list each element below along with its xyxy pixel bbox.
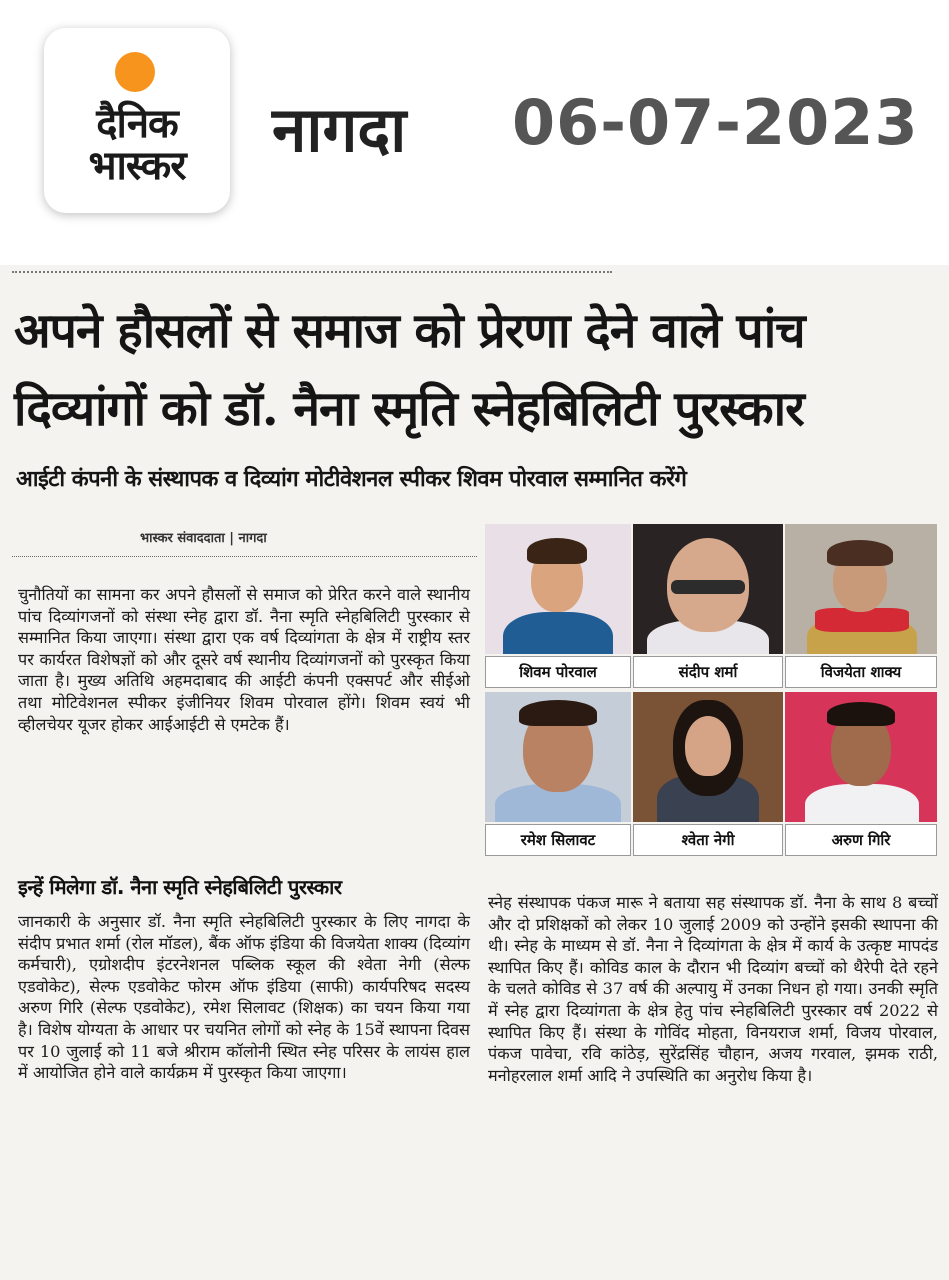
top-banner (0, 0, 949, 245)
logo-line-1: दैनिक (96, 101, 178, 147)
article-paragraph-1: चुनौतियों का सामना कर अपने हौसलों से समाज को प्रेरित करने वाले स्थानीय पांच दिव्यांगजनों को संस्था स्नेह द्वारा डॉ. नैना स्मृति स्नेहबिलिटी पुरस्कार से सम्मानित किया जाएगा। संस्था द्वारा एक वर्ष दिव्यांगता के क्षेत्र में राष्ट्रीय स्तर पर कार्यरत विशेषज्ञों को और दूसरे वर्ष स्थानीय दिव्यांगजनों को पुरस्कृत किया जाता है। मुख्य अतिथि अहमदाबाद की आईटी कंपनी एक्सपर्ट और सीईओ तथा मोटिवेशनल स्पीकर इंजीनियर शिवम पोरवाल होंगे। शिवम स्वयं भी व्हीलचेयर यूजर होकर आईआईटी से एमटेक हैं। (18, 585, 470, 734)
caption-shweta-negi: श्वेता नेगी (633, 824, 783, 856)
photo-shivam-porwal (485, 524, 631, 654)
photo-shweta-negi (633, 692, 783, 822)
photo-arun-giri (785, 692, 937, 822)
photo-hair (827, 540, 893, 566)
edition-date: 06-07-2023 (512, 86, 919, 159)
caption-arun-giri: अरुण गिरि (785, 824, 937, 856)
article-paragraph-3: स्नेह संस्थापक पंकज मारू ने बताया सह संस्थापक डॉ. नैना के साथ 8 बच्चों और दो प्रशिक्षकों को लेकर 10 जुलाई 2009 को उन्होंने इसकी स्थापना की थी। स्नेह के माध्यम से डॉ. नैना ने दिव्यांगता के क्षेत्र में कार्य के उत्कृष्ट मापदंड स्थापित किए हैं। कोविड काल के दौरान भी दिव्यांग बच्चों को थैरेपी देते रहने के चलते कोविड से 37 वर्ष की अल्पायु में उनका निधन हो गया। उनकी स्मृति में स्नेह द्वारा दिव्यांगता के क्षेत्र हेतु पांच स्नेहबिलिटी पुरस्कार वर्ष 2022 से स्थापित किए हैं। संस्था के गोविंद मोहता, विनयराज शर्मा, विजय पोरवाल, पंकज पावेचा, रवि कांठेड़, सुरेंद्रसिंह चौहान, अजय गरवाल, झमक राठी, मनोहरलाल शर्मा आदि ने उपस्थिति का अनुरोध किया है। (488, 893, 938, 1085)
photo-sandeep-sharma (633, 524, 783, 654)
photo-glasses (671, 580, 745, 594)
caption-vijayeta-shakya: विजयेता शाक्य (785, 656, 937, 688)
edition-city: नागदा (272, 93, 407, 166)
logo-line-2: भास्कर (88, 143, 186, 189)
headline-line-2: दिव्यांगों को डॉ. नैना स्मृति स्नेहबिलिटी पुरस्कार (14, 381, 804, 437)
caption-sandeep-sharma: संदीप शर्मा (633, 656, 783, 688)
subheadline: आईटी कंपनी के संस्थापक व दिव्यांग मोटीवेशनल स्पीकर शिवम पोरवाल सम्मानित करेंगे (16, 467, 687, 492)
sun-icon (115, 52, 155, 92)
photo-face (685, 716, 731, 776)
section-heading: इन्हें मिलेगा डॉ. नैना स्मृति स्नेहबिलिटी पुरस्कार (18, 875, 342, 899)
photo-vijayeta-shakya (785, 524, 937, 654)
photo-shirt (503, 612, 613, 654)
photo-hair (519, 700, 597, 726)
photo-shirt (805, 784, 919, 822)
article-paragraph-2: जानकारी के अनुसार डॉ. नैना स्मृति स्नेहबिलिटी पुरस्कार के लिए नागदा के संदीप प्रभात शर्मा (रोल मॉडल), बैंक ऑफ इंडिया की विजयेता शाक्य (दिव्यांग कर्मचारी), एग्रोशदीप इंटरनेशनल पब्लिक स्कूल की श्वेता नेगी (सेल्फ एडवोकेट), सेल्फ एडवोकेट फोरम ऑफ इंडिया (साफी) कार्यपरिषद सदस्य अरुण गिरि (सेल्फ एडवोकेट), रमेश सिलावट (शिक्षक) का चयन किया गया है। विशेष योग्यता के आधार पर चयनित लोगों को स्नेह के 15वें स्थापना दिवस पर 10 जुलाई को 11 बजे श्रीराम कॉलोनी स्थित स्नेह परिसर के लायंस हाल में आयोजित होने वाले कार्यक्रम में पुरस्कृत किया जाएगा। (18, 912, 470, 1083)
photo-hair (827, 702, 895, 726)
photo-ramesh-silawat (485, 692, 631, 822)
top-dotted-rule (12, 271, 612, 273)
caption-shivam-porwal: शिवम पोरवाल (485, 656, 631, 688)
byline: भास्कर संवाददाता | नागदा (140, 531, 267, 546)
dainik-bhaskar-logo (44, 28, 230, 213)
byline-rule (12, 556, 477, 557)
photo-hair (527, 538, 587, 564)
caption-ramesh-silawat: रमेश सिलावट (485, 824, 631, 856)
headline-line-1: अपने हौसलों से समाज को प्रेरणा देने वाले पांच (14, 303, 805, 359)
